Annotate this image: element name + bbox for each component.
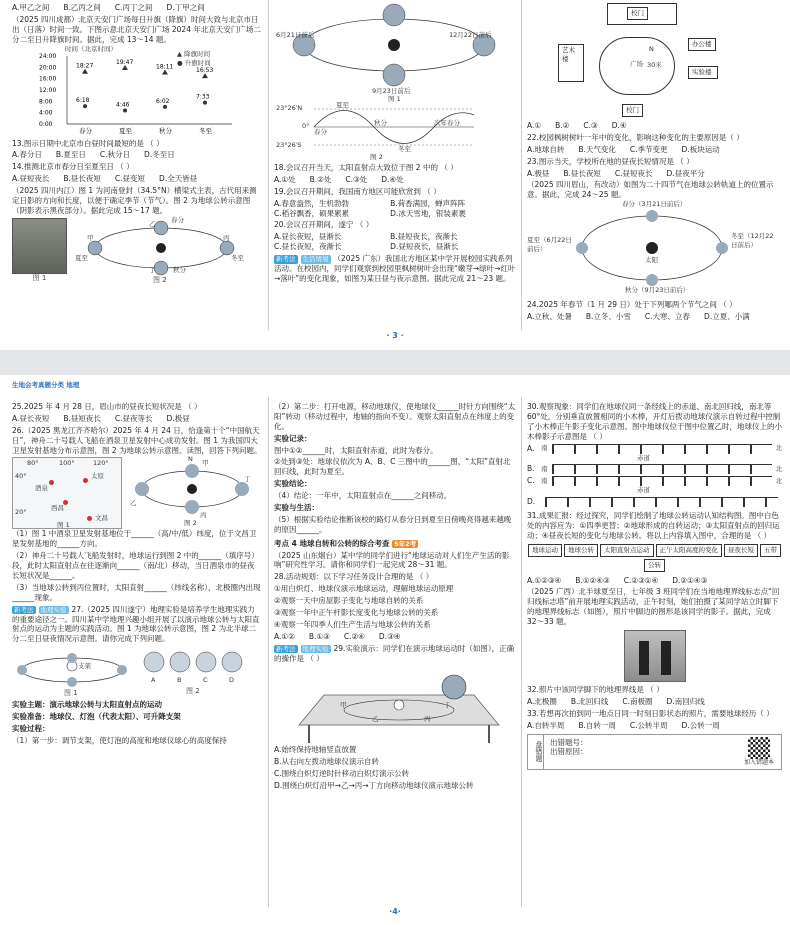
- exp-step2: （2）第二步：打开电源，移动地球仪，使地球仪______时针方向围绕“太阳”转动（移动过程中，地轴的指向不变）。观察太阳直射点在纬度上的变化。: [274, 402, 516, 431]
- q21-options: A.① B.② C.③ D.④: [527, 121, 627, 130]
- sunrise-point: [83, 104, 87, 108]
- q20-options: A.昼长夜短，昼渐长 B.昼短夜长，夜渐长 C.昼长夜短，夜渐长 D.昼短夜长，昼渐长: [274, 232, 459, 252]
- direct-sun-fig: 23°26′N 0° 23°26′S 春分 秋分 次年春分 夏至 冬至 图 2: [274, 101, 516, 163]
- q14-c[interactable]: C.昼变短: [114, 174, 146, 184]
- q19-options: A.春意盎然，生机勃勃 B.荷香满园，蝉声阵阵 C.稻谷飘香，硕果累累 D.冰天雪地，银装素裹: [274, 198, 466, 218]
- q13-c[interactable]: C.秋分日: [99, 150, 131, 160]
- q13-b[interactable]: B.夏至日: [55, 150, 86, 160]
- launch-orbit: 甲 乙 丙 丁 N 图 2: [128, 457, 256, 529]
- page3-col3: [527, 0, 782, 330]
- data-label: 6:18: [76, 96, 90, 104]
- y-tick-label: 16:00: [39, 75, 57, 83]
- q28-options: A.①② B.①③ C.②④ D.③④: [274, 631, 401, 641]
- qr-icon: [748, 737, 770, 759]
- q22: 22.校园枫树树叶一年中的变化，影响这种变化的主要原因是（ ）: [527, 132, 744, 142]
- q26-figs: [12, 457, 262, 529]
- page-number-3: · 3 ·: [386, 331, 404, 340]
- q29: 新考法 地理实验 29.实验演示：同学们在演示地球运动时（如图），正确的操作是 （ ）: [274, 643, 515, 663]
- q26: 26.（2025 黑龙江齐齐哈尔）2025 年 4 月 24 日，恰逢第十个“中国航天日”，神舟二十号载人飞船在酒泉卫星发射中心成功发射。图 1 为我国四大卫星发射基地分布示意图，图 2 为地球公转示意图。读图，回答下列问题。: [12, 425, 262, 455]
- q14-a[interactable]: A.昼短夜长: [12, 174, 50, 184]
- intro-32-33: （2025 广西）北半球夏至日，七年级 3 班同学们在当地地理界线标志点“回归线标志塔”前开展地理实践活动，正午时刻，她们拍摄了某同学站立时脚下的地理界线标志（如图），照片中脚边的图形是该同学的影子。据此，完成 32～33 题。: [527, 587, 780, 627]
- q30: 30.观察现象：同学们在地球仪同一条经线上的赤道、南北回归线，南北等 60°处，分别垂直放置相同的小木棒，开灯后拨动地球仪演示自转过程中控制了小木棒正午影子变化示意图。图中地球仪位于图中位置乙时，地球仪上的小木棒影子示意图是 （ ）: [527, 402, 782, 441]
- launch-orbit-svg: [128, 457, 256, 519]
- lamp-svg: [12, 646, 132, 690]
- revolution-fig: 6月21日前后 12月22日前后 9月23日前后 图 1: [274, 3, 516, 101]
- page-3: [0, 0, 790, 350]
- data-label: 16:53: [196, 66, 214, 74]
- q18: 18.会议召开当天，太阳直射点大致位于图 2 中的 （ ）: [274, 163, 458, 172]
- exp-prep: 实验准备：地球仪、灯泡（代表太阳）、可升降支架: [12, 712, 181, 722]
- shadow-d[interactable]: D.: [527, 497, 782, 507]
- revolution-svg: [274, 3, 514, 93]
- data-label: 4:46: [116, 101, 130, 109]
- y-tick-label: 20:00: [39, 63, 57, 71]
- q18-options: A.①处 B.②处 C.③处 D.④处: [274, 174, 404, 184]
- q26-sub1: （1）图 1 中酒泉卫星发射基地位于______（高/中/低）纬度，位于文昌卫星发射基地的______方向。: [12, 529, 257, 549]
- intro-13-14: （2025 四川成都）北京天安门广场每日升旗（降旗）时间大致与北京市日出（日落）时间一致。下图示意北京天安门广场 2024 年北京天安门广场二分二至日升降旗时间。据此，完成 13～14 题。: [12, 14, 261, 44]
- table-svg: [274, 665, 514, 745]
- q14-options: [12, 174, 262, 184]
- shadow-c[interactable]: C. 南 北: [527, 476, 782, 486]
- intro-15-17: （2025 四川内江）图 1 为河南登封（34.5°N）横梁式主表，古代用来测定日影的方向和长度，以便于确定季节（节气）。图 2 为地球公转示意图（阴影表示黑夜部分）。据此完成 15～17 题。: [12, 186, 257, 215]
- chart-legend-up: ● 升旗时间: [177, 58, 211, 67]
- q27: 新考法 地理实验 27.（2025 四川遂宁）地理实验是培养学生地理实践力的重要途径之一。四川某中学地理兴趣小组开展了以演示地球公转与太阳直射点的运动为主题的实践活动。图 1 为地球公转示意图，图 2 为北半球二分二至日昼夜情况示意图。请你完成下列问题。: [12, 604, 260, 644]
- page4-col2: （2）第二步：打开电源，移动地球仪，使地球仪______时针方向围绕“太阳”转动（移动过程中，地轴的指向不变）。观察太阳直射点在纬度上的变化。 实验记录： 图中①②______时，太阳直射赤道，此时为春分。 ②处到③处：地球仪依次为 A、B、C 三图中的______图，“太阳”直射北回归线，此时为夏至。 实验结论： （4）结论：一年中，太阳直射点在______之间移动。 实验与生活： （5）根据实验结论推断该校的路灯从春分日到夏至日傍晚亮得越来越晚的原因______。 考点 4 地球自转和公转的综合考查 5年2考 （2025 山东烟台）某中学的同学们进行“地球运动对人们生产生活的影响”研究性学习。请你和同学们一起完成 28～31 题。 28.活动规划：以下学习任务设计合理的是 （ ） ①用白炽灯、地球仪演示地球运动，理解地球运动原理 ②观察一天中房屋影子变化与地球自转的关系 ③观察一年中正午杆影长度变化与地球公转的关系 ④观察一年四季人们生产生活与地球公转的关系 A.①② B.①③ C.②④ D.③④ 新考法 地理实验 29.实验演示：同学们在演示地球运动时（如图），正确的操作是 （ ） 甲 乙 丙 丁 A.始终保持地轴竖直放置 B.从右向左拨动地球仪演示自转 C.围绕白炽灯逆时针移动白炽灯演示公转 D.围绕白炽灯沿甲→乙→丙→丁方向移动地球仪演示地球公转: [274, 402, 516, 791]
- shadow-a[interactable]: A. 南 北: [527, 443, 782, 453]
- sunrise-point: [123, 108, 127, 112]
- x-tick-label: 春分: [79, 126, 92, 135]
- y-tick-label: 8:00: [39, 97, 53, 105]
- x-tick-label: 冬至: [199, 126, 212, 135]
- data-label: 19:47: [116, 58, 134, 66]
- q32-options: A.北极圈 B.北回归线 C.南极圈 D.南回归线: [527, 696, 705, 706]
- day-night-fig: A B C D 图 2: [140, 646, 250, 698]
- q24-options: A.立秋、处暑 B.立冬、小雪 C.大寒、立春 D.立夏、小满: [527, 312, 750, 322]
- y-tick-label: 12:00: [39, 86, 57, 94]
- data-label: 18:27: [76, 62, 94, 70]
- q31-options: A.①②③④ B.①②④③ C.②③①④ D.②①④③: [527, 575, 708, 585]
- q33-options: A.自转半周 B.自转一周 C.公转半周 D.公转一周: [527, 720, 720, 730]
- q14-d[interactable]: D.全天皆昼: [159, 174, 198, 184]
- q13-a[interactable]: A.春分日: [12, 150, 42, 160]
- data-label: 6:02: [156, 97, 170, 105]
- q23: 23.图示当天，学校所在地的昼夜长短情况是 （ ）: [527, 156, 694, 166]
- intro-21-23: 新考法 生活情境 （2025 广东）我国北方地区某中学开展校园实践系列活动。在校园内，同学们观察到校园里枫树树叶会出现“嫩芽→绿叶→红叶→落叶”的变化现象，如图为某日昼与夜示意图。据此完成 21～23 题。: [274, 254, 516, 283]
- q13-options: [12, 150, 262, 160]
- x-tick-label: 秋分: [159, 126, 172, 135]
- section-4-title: 考点 4 地球自转和公转的综合考查 5年2考: [274, 538, 417, 548]
- lamp-fig: 支架 图 1: [12, 646, 132, 698]
- orbit-fig2: 春分 夏至 秋分 冬至 甲 乙 丙 丁 图 2: [73, 218, 248, 284]
- solar-terms-orbit: 春分（3月21日前后） 夏至（6月22日前后） 冬至（12月22日前后） 秋分（9月23日前后） 太阳: [527, 202, 782, 294]
- exp-proc: 实验过程：: [12, 724, 50, 734]
- intro-28-31: （2025 山东烟台）某中学的同学们进行“地球运动对人们生产生活的影响”研究性学习。请你和同学们一起完成 28～31 题。: [274, 550, 510, 570]
- q25: 25.2025 年 4 月 28 日，眉山市的昼夜长短状况是 （ ）: [12, 402, 202, 411]
- sine-svg: [274, 101, 514, 153]
- shadow-options: A. 南 北 赤道 B. 南 北 C. 南 北 赤道 D.: [527, 443, 782, 506]
- q32: 32.照片中该同学脚下的地理界线是 （ ）: [527, 685, 664, 694]
- intro-24-25: （2025 四川眉山，有改动）如图为二十四节气在地球公转轨道上的位置示意。据此，完成 24～25 题。: [527, 180, 774, 200]
- q26-sub2: （2）神舟二十号载人飞船发射时，地球运行到图 2 中的______（填序号）段，此时太阳直射点在往逐渐向______（南/北）移动，当日酒泉市的昼夜长短状况是______。: [12, 551, 259, 581]
- photo-fig1: 图 1: [12, 218, 67, 285]
- sunrise-point: [203, 100, 207, 104]
- q22-options: A.地球自转 B.天气变化 C.季节变更 D.板块运动: [527, 144, 720, 154]
- top-options: A.甲乙之间 B.乙丙之间 C.丙丁之间 D.丁甲之间: [12, 3, 205, 12]
- sunrise-point: [163, 104, 167, 108]
- data-label: 18:11: [156, 63, 174, 71]
- qr-code[interactable]: 加入错题本: [737, 735, 781, 769]
- data-label: 7:33: [196, 93, 210, 101]
- sunrise-chart: [37, 44, 237, 136]
- page-number-4: ·4·: [389, 907, 401, 916]
- school-map: 校门 艺术楼 广场 办公楼 实验楼 校门 N 30米: [557, 3, 727, 121]
- q20: 20.会议召开期间，遂宁 （ ）: [274, 220, 374, 230]
- gnomon-photo: [12, 218, 67, 274]
- page-4: [0, 375, 790, 925]
- y-tick-label: 4:00: [39, 109, 53, 117]
- q13: 13.图示日期中北京市白昼时间最短的是 （ ）: [12, 138, 164, 148]
- exp-step1: （1）第一步：调节支架，使灯泡的高度和地球仪球心的高度保持: [12, 735, 227, 745]
- table-globe-fig: 甲 乙 丙 丁: [274, 665, 516, 745]
- error-review-box: 盘错题 出错题号： 出错原因： 加入错题本: [527, 734, 782, 770]
- q14: 14.推测北京市春分日至夏至日 （ ）: [12, 162, 134, 172]
- q26-sub3: （3）当地球公转到丙位置时，太阳直射______（纬线名称），北极圈内出现______现象。: [12, 582, 261, 602]
- exp-record: 实验记录：: [274, 433, 312, 443]
- figs-15-17: [12, 215, 262, 285]
- q24: 24.2025 年春节（1 月 29 日）处于下列哪两个节气之间 （ ）: [527, 300, 737, 310]
- q25-options: A.昼长夜短 B.昼短夜长 C.昼夜等长 D.极昼: [12, 413, 190, 423]
- page3-col1: [12, 0, 262, 330]
- q14-b[interactable]: B.昼长夜短: [63, 174, 101, 184]
- page4-header: 生地会考真题分类 地理: [12, 381, 80, 389]
- q23-options: A.极昼 B.昼长夜短 C.昼短夜长 D.昼夜平分: [527, 168, 705, 178]
- chart-ylabel: 时间（北京时间）: [65, 44, 117, 53]
- x-tick-label: 夏至: [119, 126, 132, 135]
- new-method-tag: 新考法: [276, 255, 296, 264]
- q31: 31.成果汇报：经过探究，同学们绘制了地球公转运动认知结构图。图中白色处的内容应为：①四季更替；②地球形成的自转运动；③太阳直射点的回归运动；④昼夜长短的变化与地球公转。将以上内容填入图中，合理的是 （ ）: [527, 510, 780, 540]
- y-tick-label: 0:00: [39, 120, 53, 128]
- feet-photo: [624, 630, 686, 682]
- launch-map: 酒泉 太原 西昌 文昌 80° 100° 120° 40° 20° 图 1: [12, 457, 122, 529]
- q28: 28.活动规划：以下学习任务设计合理的是 （ ）: [274, 572, 434, 582]
- q13-d[interactable]: D.冬至日: [144, 150, 175, 160]
- page4-col3: [527, 399, 782, 904]
- page3-col2: [274, 0, 516, 330]
- q27-figs: [12, 646, 262, 698]
- exp-theme: 实验主题：演示地球公转与太阳直射点的运动: [12, 700, 162, 710]
- y-tick-label: 24:00: [39, 52, 57, 60]
- page4-col1: [12, 399, 262, 904]
- q19: 19.会议召开期间，我国南方地区可能欣赏到 （ ）: [274, 186, 441, 196]
- q33: 33.若想再次拍到同一地点日同一时刻日影状态的照片，需要地球经历（ ）: [527, 708, 774, 718]
- chart-legend-down: ▲ 降旗时间: [177, 49, 211, 58]
- orbit-svg: [73, 218, 248, 276]
- shadow-b[interactable]: B. 南 北: [527, 464, 782, 474]
- cognition-chart: 地球运动 地球公转 太阳直射点运动 正午太阳高度的变化 昼夜长短 五带 公转: [527, 543, 782, 572]
